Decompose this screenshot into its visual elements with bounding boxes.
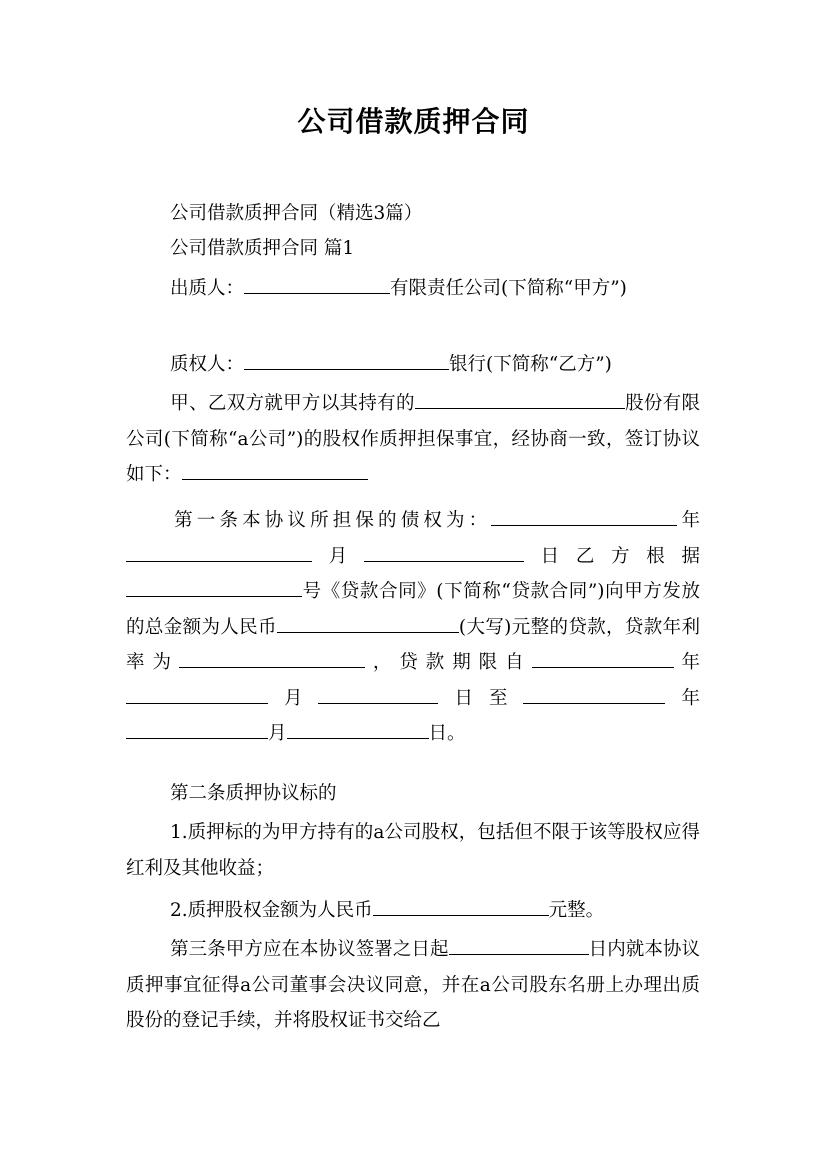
article-2-item-2-text-b: 元整。 [548,900,605,921]
pledgee-label: 质权人： [170,354,245,375]
company-blank[interactable] [415,391,625,409]
end-year-label: 年 [665,687,700,709]
start-day-label: 日 [438,687,489,709]
article-2-heading: 第二条质押协议标的 [170,783,337,804]
subtitle-line [126,196,700,232]
pledgor-paragraph [126,271,700,307]
article-1-text-b: 号《贷款合同》(下简称“贷款合同”)向甲方发放的总金额为人民币 [126,581,700,638]
document-title: 公司借款质押合同 [297,105,530,138]
amount-blank[interactable] [277,615,459,633]
agreement-blank[interactable] [182,462,368,480]
article-3-text-b: 日内就本协议质押事宜征得a公司董事会决议同意，并在a公司股东名册上办理出质股份的登记手续，并将股权证书交给乙 [126,939,700,1031]
day-lender-text: 日乙方根据 [523,545,700,567]
start-year-blank[interactable] [532,650,674,668]
intro-paragraph [126,386,700,493]
pledgee-paragraph [126,347,700,383]
article-1-text-d: ，贷款期限自 [364,652,532,673]
year-blank[interactable] [126,544,312,562]
intro-text-b: 股份有限公司(下简称“a公司”)的股权作质押担保事宜，经协商一致，签订协议如下： [126,393,700,485]
end-month-label: 月 [268,723,287,744]
article-2-item-2-text-a: 2.质押股权金额为人民币 [170,900,373,921]
end-day-label: 日。 [428,723,466,744]
pledge-amount-blank[interactable] [373,898,549,916]
start-year-label: 年 [673,652,700,673]
pledgee-suffix: 银行(下简称“乙方”) [449,354,612,375]
days-blank[interactable] [449,937,589,955]
pledgor-blank[interactable] [244,276,390,294]
pledgor-suffix: 有限责任公司(下简称“甲方”) [390,278,627,299]
start-month-label: 月 [268,687,319,709]
contract-no-blank[interactable] [126,579,302,597]
section-line [126,231,700,267]
article-2-item-1 [126,815,700,886]
pledgee-blank[interactable] [244,352,449,370]
end-year-blank[interactable] [523,686,665,704]
article-1-text-c: (大写)元整的贷款，贷款年利率为 [126,616,700,673]
article-3-text-a: 第三条甲方应在本协议签署之日起 [170,939,449,960]
article-1-paragraph [126,503,700,752]
article-2-item-2 [126,893,700,929]
article-3-paragraph [126,932,700,1039]
pledgor-label: 出质人： [170,278,245,299]
interest-rate-blank[interactable] [179,650,365,668]
year-label: 年 [677,510,700,531]
section-heading: 公司借款质押合同 篇1 [170,238,355,259]
article-2-item-1-text: 1.质押标的为甲方持有的a公司股权，包括但不限于该等股权应得红利及其他收益； [126,822,700,879]
subtitle: 公司借款质押合同（精选3篇） [170,203,423,224]
article-2-heading-line [126,776,700,812]
month-label: 月 [312,545,364,567]
intro-text-a: 甲、乙双方就甲方以其持有的 [170,393,415,414]
month-blank[interactable] [364,544,524,562]
start-day-blank[interactable] [318,686,438,704]
to-label: 至 [488,687,524,709]
end-day-blank[interactable] [287,721,429,739]
end-month-blank[interactable] [126,721,268,739]
article-1-text-a: 第一条本协议所担保的债权为： [170,510,492,531]
start-month-blank[interactable] [126,686,268,704]
claim-blank[interactable] [491,508,677,526]
